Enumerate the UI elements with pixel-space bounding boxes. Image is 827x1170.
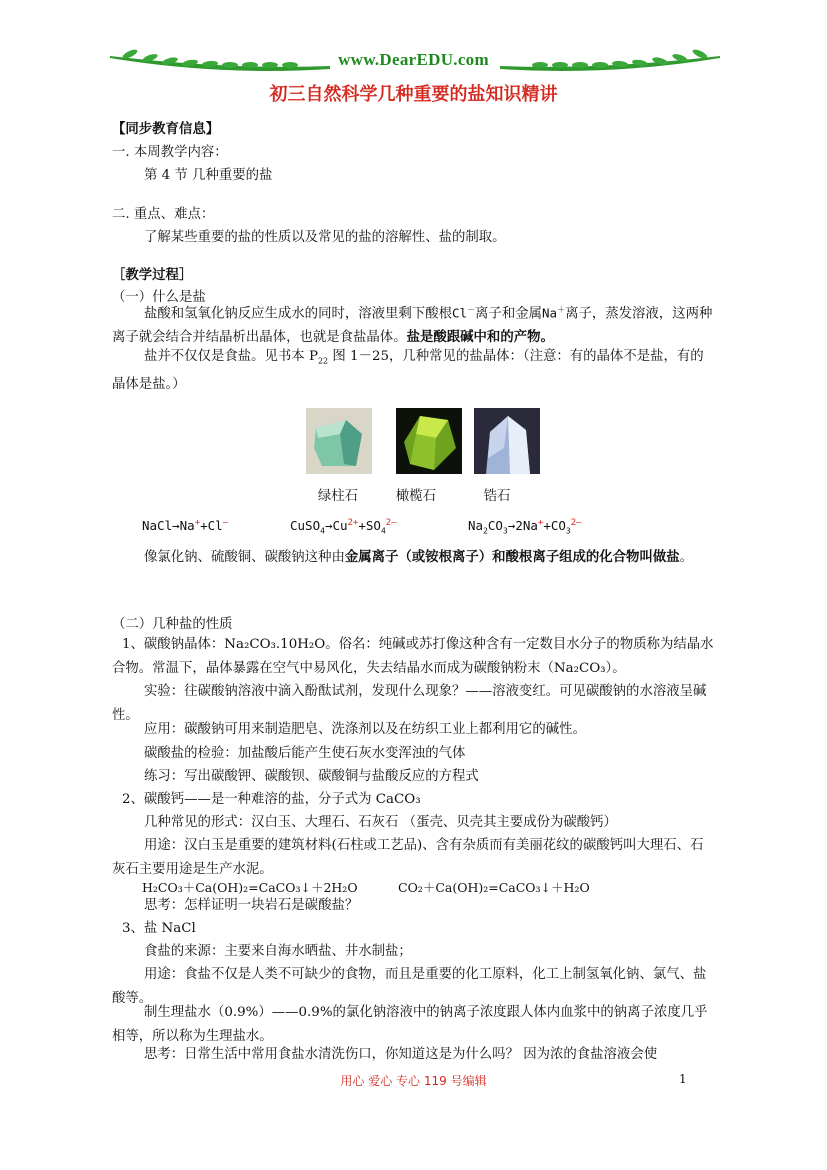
subheading-what-is-salt: （一）什么是盐: [112, 290, 206, 305]
caption-zircon: 锆石: [483, 489, 511, 504]
olivine-crystal-image: [396, 408, 462, 474]
site-name[interactable]: www.DearEDU.com: [338, 50, 489, 69]
caption-olivine: 橄榄石: [395, 489, 437, 504]
paragraph-salt-uses: 用途：食盐不仅是人类不可缺少的食物，而且是重要的化工原料，化工上制氢氧化钠、氯气、盐酸等。: [112, 967, 707, 1006]
heading-teaching-content: 一. 本周教学内容：: [112, 145, 228, 160]
equation-nacl: NaCl→Na++Cl—: [142, 518, 229, 534]
key-points-text: 了解某些重要的盐的性质以及常见的盐的溶解性、盐的制取。: [144, 230, 506, 245]
heading-teaching-process: ［教学过程］: [112, 267, 193, 283]
paragraph-saline: 制生理盐水（0.9%）——0.9%的氯化钠溶液中的钠离子浓度跟人体内血浆中的钠离子浓度几乎相等，所以称为生理盐水。: [112, 1005, 708, 1044]
paragraph-calcium-carbonate: 2、碳酸钙——是一种难溶的盐，分子式为 CaCO₃: [122, 792, 421, 807]
heading-key-points: 二. 重点、难点：: [112, 207, 215, 222]
equation-h2co3: H₂CO₃＋Ca(OH)₂=CaCO₃↓＋2H₂O: [142, 880, 358, 895]
equation-na2co3: $Na_2CO_3\to 2Na^++CO_3^{2—}$: [468, 518, 582, 536]
document-title: 初三自然科学几种重要的盐知识精讲: [269, 84, 558, 105]
paragraph-salt-source: 食盐的来源：主要来自海水晒盐、井水制盐；: [144, 944, 412, 959]
paragraph-salt-nacl: 3、盐 NaCl: [122, 921, 196, 936]
paragraph-experiment: 实验：往碳酸钠溶液中滴入酚酞试剂，发现什么现象？——溶液变红。可见碳酸钠的水溶液呈碱性。: [112, 684, 707, 723]
paragraph-think-rock: 思考：怎样证明一块岩石是碳酸盐？: [144, 898, 359, 913]
paragraph-exercise: 练习：写出碳酸钾、碳酸钡、碳酸铜与盐酸反应的方程式: [144, 769, 479, 784]
paragraph-common-forms: 几种常见的形式：汉白玉、大理石、石灰石 （蛋壳、贝壳其主要成份为碳酸钙）: [144, 815, 617, 830]
equation-co2: CO₂＋Ca(OH)₂=CaCO₃↓＋H₂O: [398, 880, 590, 895]
paragraph-carbonate-test: 碳酸盐的检验：加盐酸后能产生使石灰水变浑浊的气体: [144, 746, 466, 761]
paragraph-application: 应用：碳酸钠可用来制造肥皂、洗涤剂以及在纺织工业上都利用它的碱性。: [144, 722, 586, 737]
paragraph-uses: 用途：汉白玉是重要的建筑材料(石柱或工艺品)、含有杂质而有美丽花纹的碳酸钙叫大理石、石灰石主要用途是生产水泥。: [112, 838, 704, 877]
page-number: 1: [679, 1072, 687, 1086]
footer-slogan: 用心 爱心 专心 119 号编辑: [340, 1074, 487, 1088]
paragraph-salt-formation: 盐酸和氢氧化钠反应生成水的同时，溶液里剩下酸根Cl－离子和金属Na＋离子，蒸发溶液，这两种离子就会结合并结晶析出晶体，也就是食盐晶体。盐是酸跟碱中和的产物。: [112, 305, 713, 345]
paragraph-salt-crystals: 盐并不仅仅是食盐。见书本 $P_{22}$ 图 1－25，几种常见的盐晶体：（注意：有的晶体不是盐，有的晶体是盐。）: [112, 349, 704, 393]
subheading-salt-properties: （二）几种盐的性质: [112, 617, 233, 632]
section-info-heading: 【同步教育信息】: [112, 121, 220, 137]
paragraph-think-wound: 思考：日常生活中常用食盐水清洗伤口，你知道这是为什么吗？ 因为浓的食盐溶液会使: [144, 1047, 658, 1062]
equation-cuso4: $CuSO_4\to Cu^{2+}+SO_4^{2—}$: [290, 518, 397, 536]
beryl-crystal-image: [306, 408, 372, 474]
section-title: 第 4 节 几种重要的盐: [144, 168, 273, 183]
caption-beryl: 绿柱石: [317, 489, 359, 504]
paragraph-salt-definition: 像氯化钠、硫酸铜、碳酸钠这种由金属离子（或铵根离子）和酸根离子组成的化合物叫做盐。: [144, 549, 694, 565]
paragraph-sodium-carbonate: 1、碳酸钠晶体：Na₂CO₃.10H₂O。俗名：纯碱或苏打像这种含有一定数目水分子的物质称为结晶水合物。常温下，晶体暴露在空气中易风化，失去结晶水而成为碳酸钠粉末（Na₂CO₃）。: [112, 637, 714, 676]
zircon-crystal-image: [474, 408, 540, 474]
